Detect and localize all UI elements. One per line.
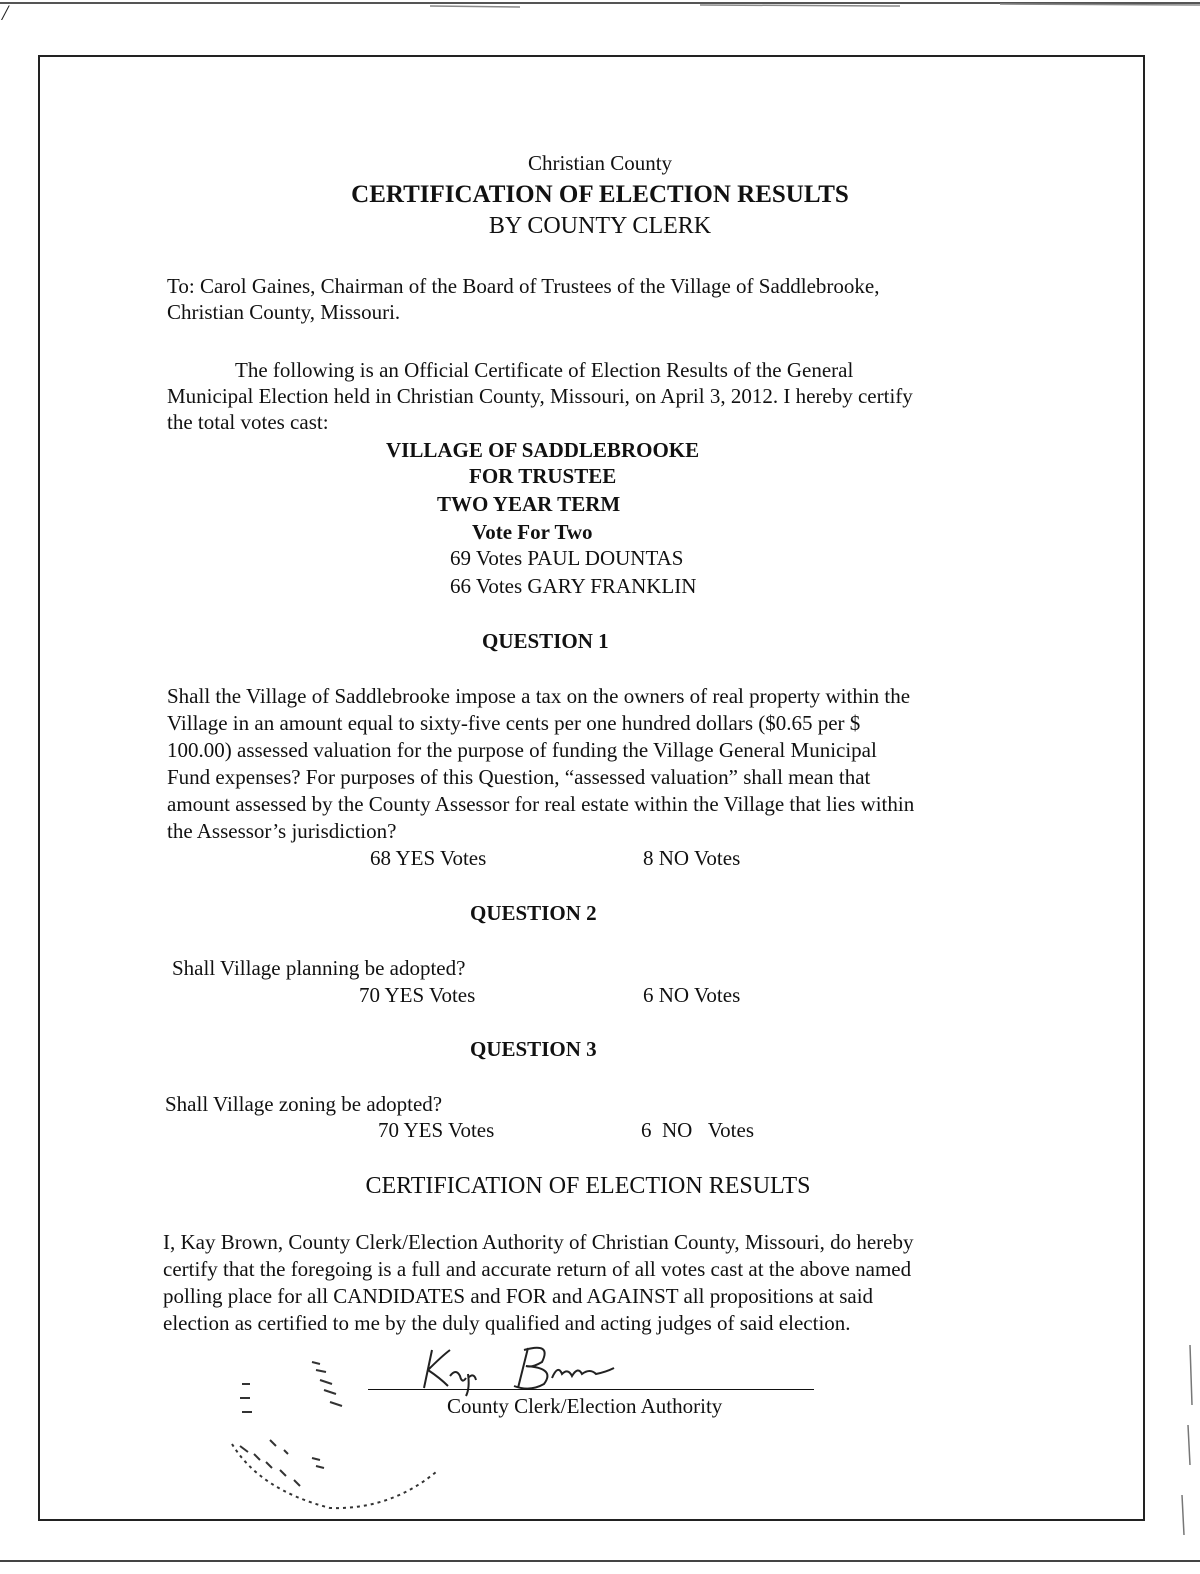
scan-corner-mark: /	[2, 0, 9, 25]
intro-line-2: Municipal Election held in Christian County, Missouri, on April 3, 2012. I hereby certify	[167, 384, 913, 408]
candidate-result: 69 Votes PAUL DOUNTAS	[450, 546, 684, 570]
question-3-heading: QUESTION 3	[470, 1037, 597, 1061]
certification-text-line: election as certified to me by the duly qualified and acting judges of said election.	[163, 1311, 851, 1335]
question-2-yes-votes: 70 YES Votes	[359, 983, 476, 1007]
certification-text-line: I, Kay Brown, County Clerk/Election Authority of Christian County, Missouri, do hereby	[163, 1230, 914, 1254]
question-1-text-line: Shall the Village of Saddlebrooke impose a tax on the owners of real property within the	[167, 684, 911, 708]
question-1-text-line: the Assessor’s jurisdiction?	[167, 819, 397, 843]
embossed-seal-marks	[220, 1350, 460, 1520]
question-1-text-line: Village in an amount equal to sixty-five cents per one hundred dollars ($0.65 per $	[167, 711, 861, 735]
question-2-no-votes: 6 NO Votes	[643, 983, 741, 1007]
question-1-yes-votes: 68 YES Votes	[370, 846, 487, 870]
question-3-no-votes: 6 NO Votes	[641, 1118, 754, 1142]
question-3-yes-votes: 70 YES Votes	[378, 1118, 495, 1142]
scan-margin-marks	[1160, 1345, 1200, 1545]
scan-edge-artifact	[0, 0, 1200, 14]
question-2-heading: QUESTION 2	[470, 901, 597, 925]
certification-text-line: certify that the foregoing is a full and accurate return of all votes cast at the above named	[163, 1257, 912, 1281]
document-title: CERTIFICATION OF ELECTION RESULTS	[351, 181, 849, 208]
document-subtitle: BY COUNTY CLERK	[488, 213, 712, 239]
question-1-text-line: 100.00) assessed valuation for the purpose of funding the Village General Municipal	[167, 738, 877, 762]
question-3-text: Shall Village zoning be adopted?	[165, 1092, 443, 1116]
certification-text-line: polling place for all CANDIDATES and FOR and AGAINST all propositions at said	[163, 1284, 874, 1308]
addressee-line-2: Christian County, Missouri.	[167, 300, 401, 324]
vote-for-heading: Vote For Two	[472, 520, 593, 544]
question-1-no-votes: 8 NO Votes	[643, 846, 741, 870]
question-1-text-line: Fund expenses? For purposes of this Question, “assessed valuation” shall mean that	[167, 765, 871, 789]
term-heading: TWO YEAR TERM	[437, 492, 621, 516]
question-1-text-line: amount assessed by the County Assessor for real estate within the Village that lies within	[167, 792, 915, 816]
county-name: Christian County	[527, 151, 673, 175]
question-2-text: Shall Village planning be adopted?	[172, 956, 466, 980]
signature-caption: County Clerk/Election Authority	[447, 1394, 723, 1418]
certification-heading: CERTIFICATION OF ELECTION RESULTS	[365, 1173, 811, 1199]
question-1-heading: QUESTION 1	[482, 629, 609, 653]
intro-line-1: The following is an Official Certificate of Election Results of the General	[235, 358, 854, 382]
intro-line-3: the total votes cast:	[167, 410, 329, 434]
trustee-heading: FOR TRUSTEE	[469, 464, 617, 488]
scan-bottom-edge	[0, 1560, 1200, 1562]
village-heading: VILLAGE OF SADDLEBROOKE	[386, 438, 700, 462]
candidate-result: 66 Votes GARY FRANKLIN	[450, 574, 697, 598]
addressee-line-1: To: Carol Gaines, Chairman of the Board of Trustees of the Village of Saddlebrooke,	[167, 274, 880, 298]
